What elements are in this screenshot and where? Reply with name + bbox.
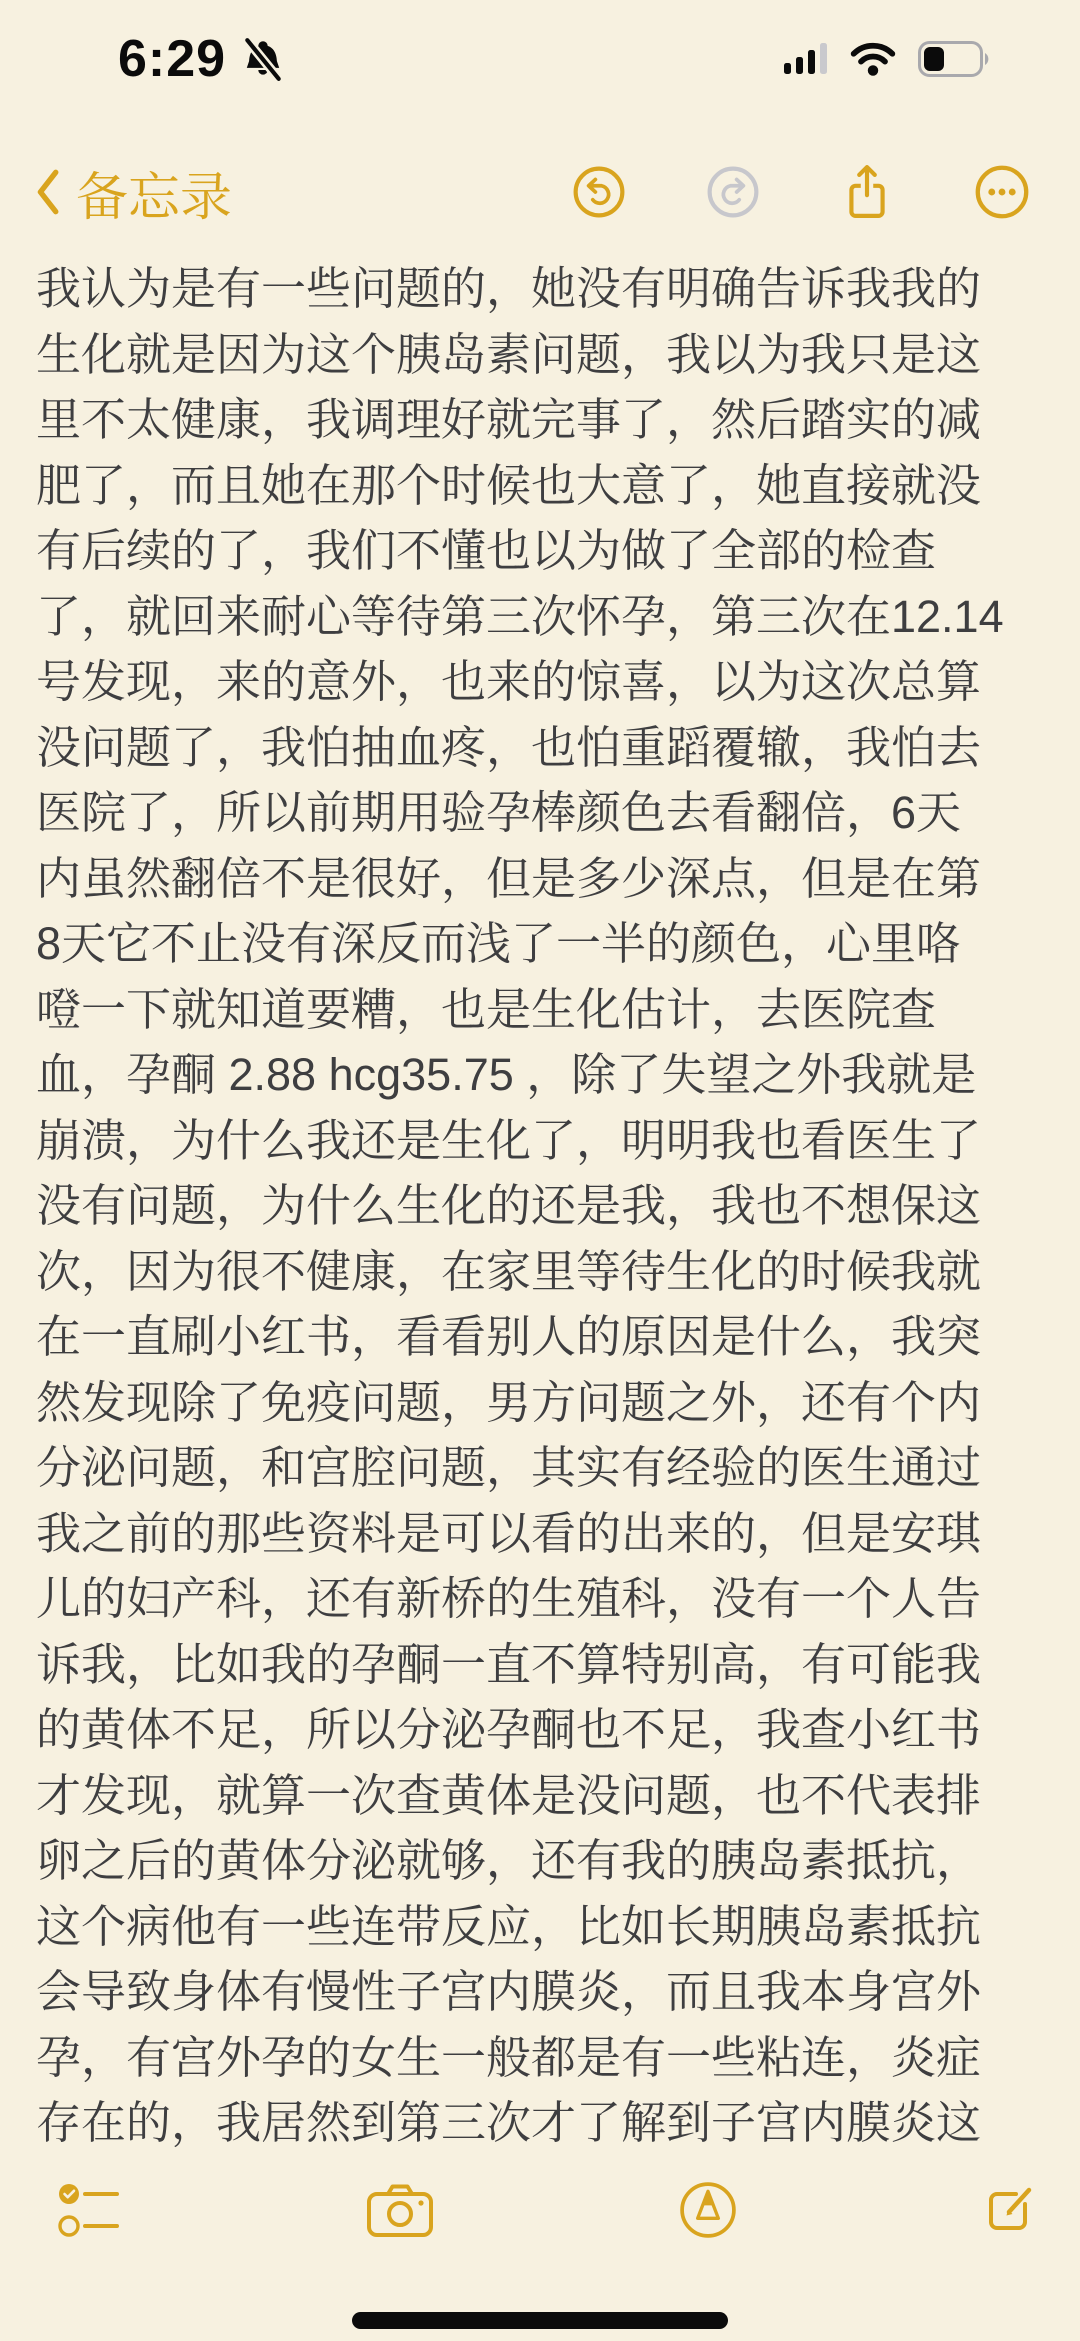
note-text-line: 卵之后的黄体分泌就够，还有我的胰岛素抵抗，	[36, 1835, 982, 1886]
note-text-line: 的黄体不足，所以分泌孕酮也不足，我查小红书	[36, 1704, 982, 1755]
battery-icon	[918, 41, 992, 77]
chevron-left-icon	[30, 168, 64, 216]
compose-button[interactable]	[983, 2181, 1039, 2239]
nav-bar	[0, 142, 1080, 242]
undo-button[interactable]	[572, 165, 626, 219]
more-button[interactable]	[974, 164, 1030, 220]
compose-icon	[983, 2181, 1039, 2239]
bell-slash-icon	[240, 36, 286, 82]
back-label: 备忘录	[76, 168, 233, 227]
note-text-line: 医院了，所以前期用验孕棒颜色去看翻倍，6天	[36, 787, 962, 838]
note-text-line: 血，孕酮 2.88 hcg35.75 ，除了失望之外我就是	[36, 1049, 977, 1100]
note-text-line: 我之前的那些资料是可以看的出来的，但是安琪	[36, 1507, 982, 1559]
note-text-line: 会导致身体有慢性子宫内膜炎，而且我本身宫外	[36, 1966, 982, 2017]
markup-pen-icon	[679, 2181, 737, 2239]
back-button[interactable]	[30, 155, 232, 230]
note-text-line: 分泌问题，和宫腔问题，其实有经验的医生通过	[36, 1442, 982, 1493]
undo-icon	[572, 165, 626, 219]
battery-fill	[924, 47, 944, 71]
cellular-signal-icon	[784, 43, 828, 75]
status-bar	[0, 0, 1080, 100]
note-text-line: 这个病他有一些连带反应，比如长期胰岛素抵抗	[36, 1900, 982, 1952]
note-text-line: 然发现除了免疫问题，男方问题之外，还有个内	[36, 1376, 982, 1428]
note-text-line: 才发现，就算一次查黄体是没问题，也不代表排	[36, 1769, 982, 1821]
note-text-line: 了，就回来耐心等待第三次怀孕，第三次在12.14	[36, 590, 1004, 642]
checklist-icon	[58, 2181, 120, 2239]
note-text-line: 儿的妇产科，还有新桥的生殖科，没有一个人告	[36, 1573, 982, 1624]
redo-button[interactable]	[706, 165, 760, 219]
status-left-cluster	[118, 29, 286, 89]
note-text-line: 里不太健康，我调理好就完事了，然后踏实的减	[36, 394, 982, 445]
note-text-line: 在一直刷小红书，看看别人的原因是什么，我突	[36, 1311, 982, 1362]
note-text-line: 号发现，来的意外，也来的惊喜，以为这次总算	[36, 656, 982, 707]
wifi-icon	[850, 42, 896, 76]
note-text-line: 生化就是因为这个胰岛素问题，我以为我只是这	[36, 328, 982, 380]
nav-actions	[572, 161, 1030, 223]
share-button[interactable]	[840, 161, 894, 223]
bottom-toolbar	[0, 2160, 1080, 2260]
ellipsis-circle-icon	[974, 164, 1030, 220]
note-text-line: 没问题了，我怕抽血疼，也怕重蹈覆辙，我怕去	[36, 721, 982, 773]
note-text-line: 存在的，我居然到第三次才了解到子宫内膜炎这	[36, 2097, 982, 2148]
note-text-line: 崩溃，为什么我还是生化了，明明我也看医生了	[36, 1114, 982, 1166]
note-text-line: 有后续的了，我们不懂也以为做了全部的检查	[36, 525, 937, 576]
note-text-line: 肥了，而且她在那个时候也大意了，她直接就没	[36, 459, 982, 511]
redo-icon	[706, 165, 760, 219]
markup-button[interactable]	[679, 2181, 737, 2239]
note-text[interactable]	[0, 242, 1080, 2156]
status-time: 6:29	[118, 30, 227, 88]
note-text-line: 诉我，比如我的孕酮一直不算特别高，有可能我	[36, 1638, 982, 1690]
note-text-line: 孕，有宫外孕的女生一般都是有一些粘连，炎症	[36, 2031, 982, 2083]
camera-button[interactable]	[366, 2181, 434, 2239]
note-text-line: 噔一下就知道要糟，也是生化估计，去医院查	[36, 983, 937, 1035]
note-text-line: 没有问题，为什么生化的还是我，我也不想保这	[36, 1180, 982, 1231]
share-icon	[840, 161, 894, 223]
note-text-line: 次，因为很不健康，在家里等待生化的时候我就	[36, 1245, 982, 1297]
checklist-button[interactable]	[58, 2181, 120, 2239]
home-indicator[interactable]	[352, 2312, 728, 2329]
note-text-line: 8天它不止没有深反而浅了一半的颜色，心里咯	[36, 918, 962, 969]
status-right-cluster	[784, 41, 992, 77]
camera-icon	[366, 2181, 434, 2239]
note-text-line: 内虽然翻倍不是很好，但是多少深点，但是在第	[36, 852, 982, 904]
note-text-line: 我认为是有一些问题的，她没有明确告诉我我的	[36, 263, 982, 314]
